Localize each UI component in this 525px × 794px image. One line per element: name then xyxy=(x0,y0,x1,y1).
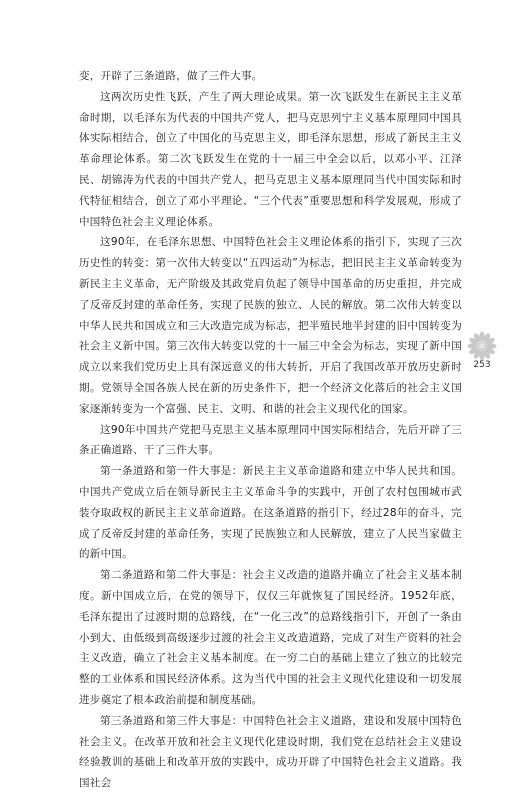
paragraph-second-road: 第二条道路和第二件大事是：社会主义改造的道路并确立了社会主义基本制度。新中国成立后，在党的领导下，仅仅三年就恢复了国民经济。1952年底，毛泽东提出了过渡时期的总路线，在“一化三改”的总路线指引下，开创了一条由小到大、由低级到高级逐步过渡的社会主义改造道路，完成了对生产资料的社会主义改造，确立了社会主义基本制度。在一穷二白的基础上建立了独立的比较完整的工业体系和国民经济体系。这为当代中国的社会主义现代化建设和一切发展进步奠定了根本政治前提和制度基础。 xyxy=(79,569,462,706)
paragraph-third-road: 第三条道路和第三件大事是：中国特色社会主义道路，建设和发展中国特色社会主义。在改革开放和社会主义现代化建设时期，我们党在总结社会主义建设经验教训的基础上和改革开放的实践中，成功开辟了中国特色社会主义道路。我国社会 xyxy=(79,714,462,790)
paragraph-two-leaps: 这两次历史性飞跃，产生了两大理论成果。第一次飞跃发生在新民主主义革命时期，以毛泽东为代表的中国共产党人，把马克思列宁主义基本原理同中国具体实际相结合，创立了中国化的马克思主义，即毛泽东思想，形成了新民主主义革命理论体系。第二次飞跃发生在党的十一届三中全会以后，以邓小平、江泽民、胡锦涛为代表的中国共产党人，把马克思主义基本原理同当代中国实际和时代特征相结合，创立了邓小平理论、“三个代表”重要思想和科学发展观，形成了中国特色社会主义理论体系。 xyxy=(79,90,462,228)
flower-ornament-icon xyxy=(466,330,498,362)
paragraph-three-transformations: 这90年，在毛泽东思想、中国特色社会主义理论体系的指引下，实现了三次历史性的转变：第一次伟大转变以“五四运动”为标志，把旧民主主义革命转变为新民主主义革命，无产阶级及其政党肩负起了领导中国革命的历史重担，并完成了反帝反封建的革命任务，实现了民族的独立、人民的解放。第二次伟大转变以中华人民共和国成立和三大改造完成为标志，把半殖民地半封建的旧中国转变为社会主义新中国。第三次伟大转变以党的十一届三中全会为标志，实现了新中国成立以来我们党历史上具有深远意义的伟大转折，开启了我国改革开放历史新时期。党领导全国各族人民在新的历史条件下，把一个经济文化落后的社会主义国家逐渐转变为一个富强、民主、文明、和谐的社会主义现代化的国家。 xyxy=(79,236,462,415)
page-number: 253 xyxy=(473,360,491,370)
page-marker xyxy=(463,330,501,390)
paragraph-continuation: 变，开辟了三条道路，做了三件大事。 xyxy=(79,70,263,82)
paragraph-three-roads-summary: 这90年中国共产党把马克思主义基本原理同中国实际相结合，先后开辟了三条正确道路、干了三件大事。 xyxy=(79,423,462,457)
paragraph-first-road: 第一条道路和第一件大事是：新民主主义革命道路和建立中华人民共和国。中国共产党成立后在领导新民主主义革命斗争的实践中，开创了农村包围城市武装夺取政权的新民主主义革命道路。在这条道路的指引下，经过28年的奋斗，完成了反帝反封建的革命任务，实现了民族独立和人民解放，建立了人民当家做主的新中国。 xyxy=(79,465,462,561)
body-text xyxy=(79,66,462,794)
